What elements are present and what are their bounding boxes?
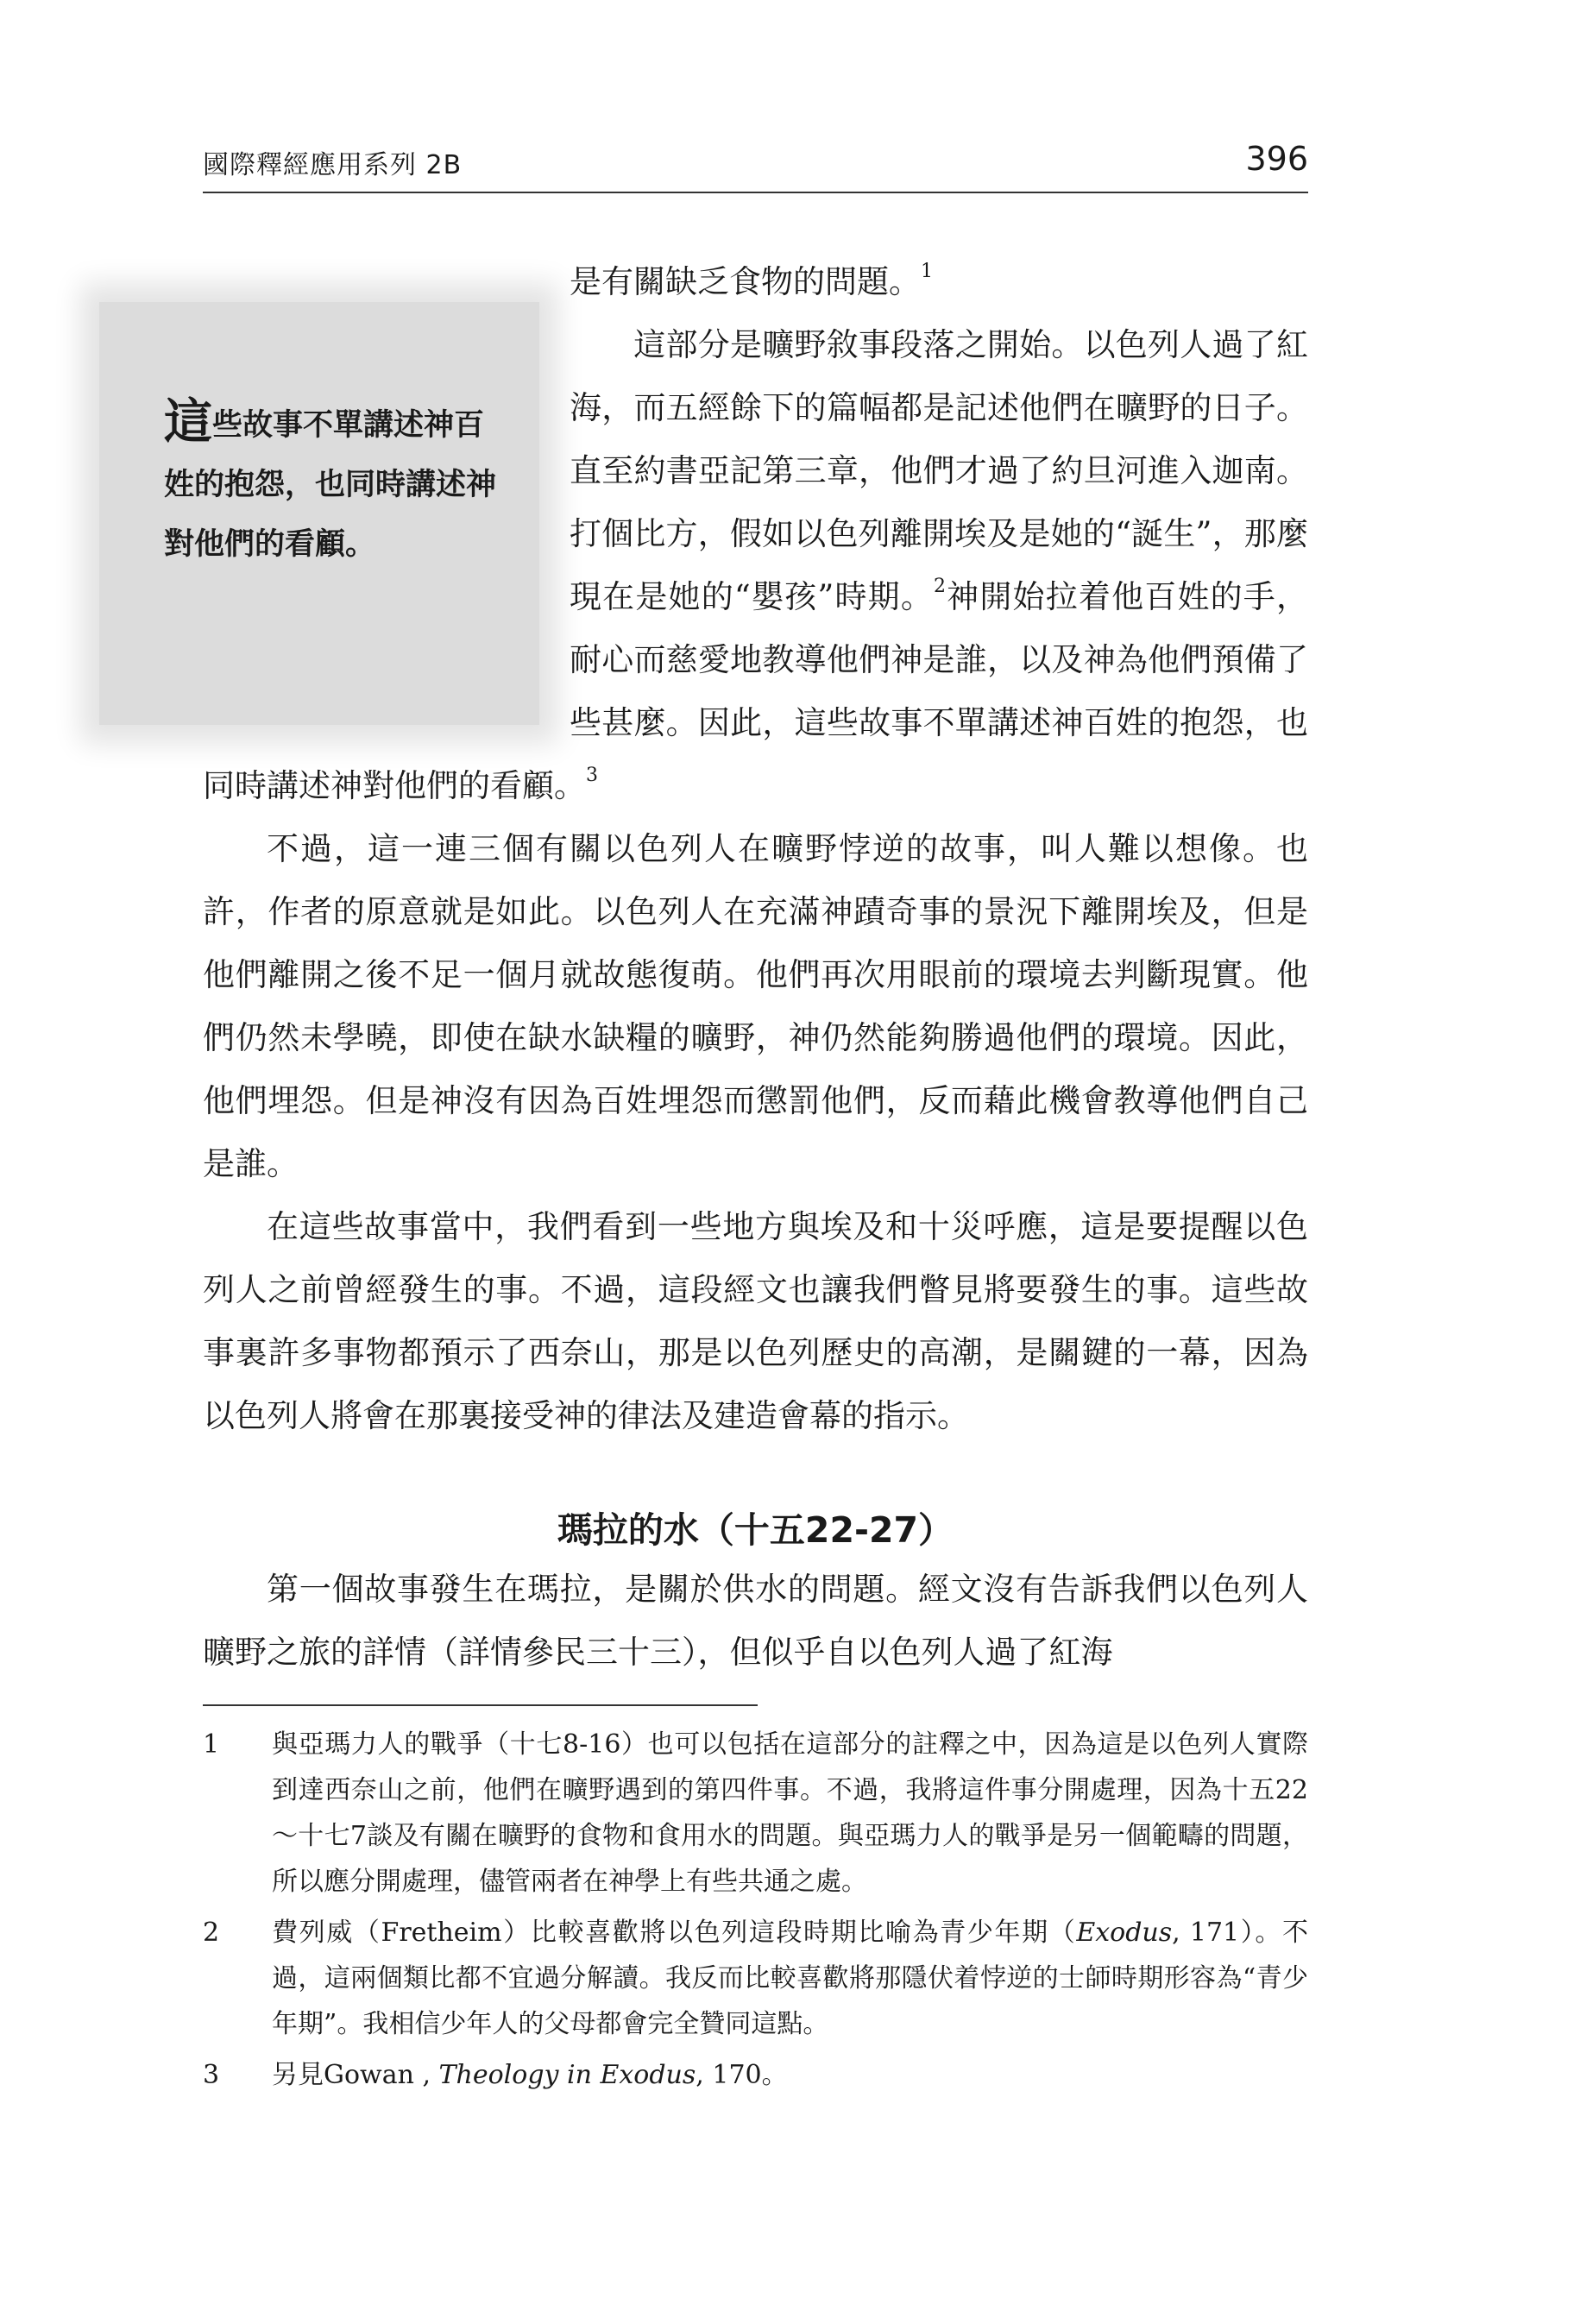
paragraph-4: 在這些故事當中，我們看到一些地方與埃及和十災呼應，這是要提醒以色列人之前曾經發生的事。不過，這段經文也讓我們瞥見將要發生的事。這些故事裏許多事物都預示了西奈山，那是以色列歷史的高潮，是關鍵的一幕，因為以色列人將會在那裏接受神的律法及建造會幕的指示。	[203, 1208, 1308, 1434]
paragraph-1-text: 是有關缺乏食物的問題。	[570, 263, 921, 300]
footnote-ref-3: 3	[586, 765, 598, 786]
footnote-3	[203, 2052, 1308, 2098]
paragraph-2-text-b: 神開始拉着他百姓的手，耐心而慈愛地教導他們神是誰，以及神為他們預備了些甚麼。因此，這些故事不單講述神百姓的抱怨，也同時講述神對他們的看顧。	[203, 578, 1308, 804]
paragraph-1	[570, 250, 1308, 313]
footnote-divider	[203, 1704, 758, 1706]
footnote-ref-2: 2	[934, 576, 946, 597]
series-title: 國際釋經應用系列 2B	[203, 150, 463, 180]
footnote-2	[203, 1910, 1308, 2047]
paragraph-2-text-a: 這部分是曠野敘事段落之開始。以色列人過了紅海，而五經餘下的篇幅都是記述他們在曠野的日子。直至約書亞記第三章，他們才過了約旦河進入迦南。打個比方，假如以色列離開埃及是她的“誕生”，那麼現在是她的“嬰孩”時期。	[570, 326, 1308, 615]
footnote-number: 3	[203, 2060, 220, 2090]
footnote-text-a: 費列威（Fretheim）比較喜歡將以色列這段時期比喻為青少年期（	[272, 1918, 1077, 1948]
footnote-ref-1: 1	[921, 261, 933, 282]
footnote-text	[272, 2052, 1308, 2098]
section-heading: 瑪拉的水（十五22-27）	[557, 1509, 954, 1551]
book-title: Exodus	[1076, 1918, 1173, 1948]
pull-quote-spacer	[203, 313, 570, 749]
book-title: Theology in Exodus	[438, 2060, 696, 2090]
footnote-1	[203, 1722, 1308, 1905]
body-column-bottom	[203, 1558, 1308, 1684]
footnotes	[203, 1722, 1308, 2103]
body-column-top	[570, 250, 1308, 313]
footnote-text	[272, 1910, 1308, 2047]
pull-quote-initial: 這	[164, 394, 212, 450]
paragraph-3: 不過，這一連三個有關以色列人在曠野悖逆的故事，叫人難以想像。也許，作者的原意就是如此。以色列人在充滿神蹟奇事的景況下離開埃及，但是他們離開之後不足一個月就故態復萌。他們再次用眼前的環境去判斷現實。他們仍然未學曉，即使在缺水缺糧的曠野，神仍然能夠勝過他們的環境。因此，他們埋怨。但是神沒有因為百姓埋怨而懲罰他們，反而藉此機會教導他們自己是誰。	[203, 830, 1308, 1182]
paragraph-5: 第一個故事發生在瑪拉，是關於供水的問題。經文沒有告訴我們以色列人曠野之旅的詳情（詳情參民三十三），但似乎自以色列人過了紅海	[203, 1571, 1308, 1671]
body-flow	[203, 313, 1308, 1447]
footnote-text-b: , 170。	[696, 2060, 788, 2090]
footnote-number: 2	[203, 1918, 220, 1948]
running-header	[203, 138, 1308, 193]
page-number: 396	[1245, 140, 1308, 178]
footnote-text-b: , 171）。不過，這兩個類比都不宜過分解讀。我反而比較喜歡將那隱伏着悖逆的士師時期形容為“青少年期”。我相信少年人的父母都會完全贊同這點。	[272, 1918, 1308, 2039]
pull-quote-rest: 些故事不單講述神百姓的抱怨，也同時講述神對他們的看顧。	[164, 408, 497, 562]
footnote-text: 與亞瑪力人的戰爭（十七8-16）也可以包括在這部分的註釋之中，因為這是以色列人實際到達西奈山之前，他們在曠野遇到的第四件事。不過，我將這件事分開處理，因為十五22～十七7談及有關在曠野的食物和食用水的問題。與亞瑪力人的戰爭是另一個範疇的問題，所以應分開處理，儘管兩者在神學上有些共通之處。	[272, 1729, 1308, 1897]
footnote-number: 1	[203, 1729, 220, 1760]
footnote-text-a: 另見Gowan ,	[272, 2060, 439, 2090]
